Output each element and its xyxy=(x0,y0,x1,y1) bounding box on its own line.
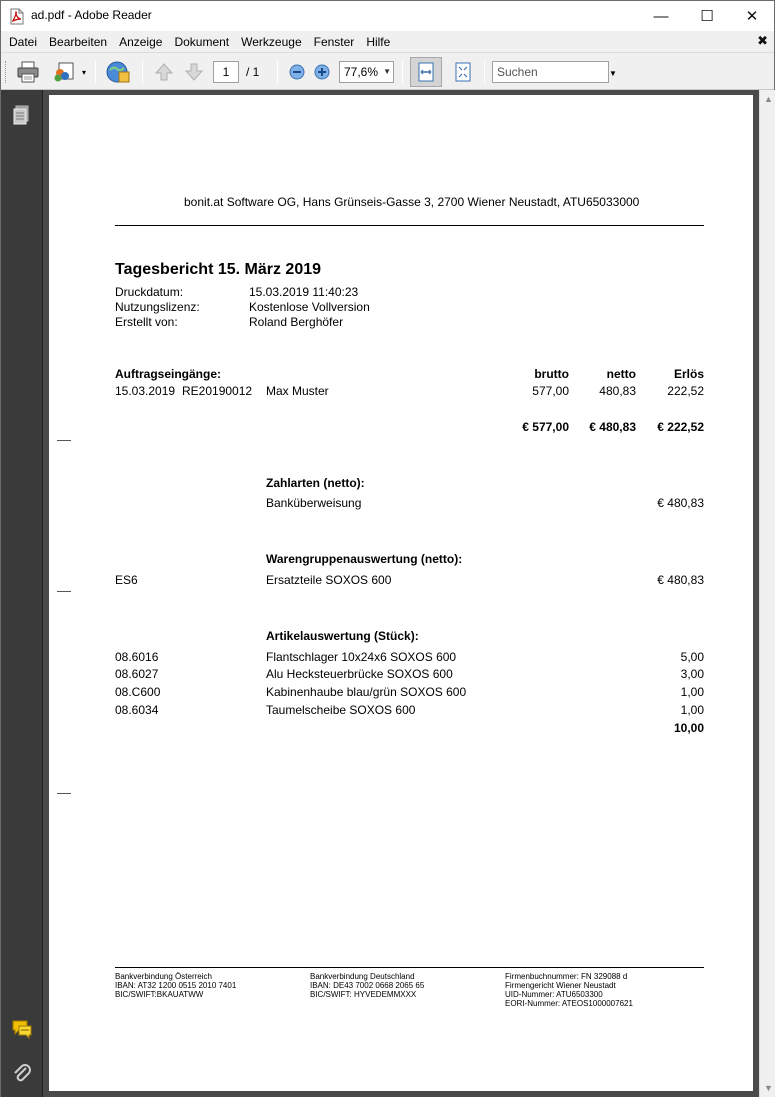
order-number: RE20190012 xyxy=(182,384,253,398)
share-dropdown[interactable]: ▾ xyxy=(81,67,86,77)
footer-line: BIC/SWIFT:BKAUATWW xyxy=(115,990,204,999)
col-netto: netto xyxy=(606,367,636,381)
collaborate-button[interactable] xyxy=(102,59,134,85)
navigation-pane xyxy=(1,90,43,1097)
order-netto: 480,83 xyxy=(599,384,636,398)
search-input[interactable]: Suchen xyxy=(492,61,609,83)
article-code: 08.C600 xyxy=(115,685,161,699)
scroll-up-icon[interactable]: ▲ xyxy=(764,94,773,104)
total-netto: € 480,83 xyxy=(589,420,636,434)
article-qty: 1,00 xyxy=(680,703,704,717)
footer-bank-at xyxy=(115,972,236,999)
email-icon xyxy=(52,61,76,83)
close-document-button[interactable]: ✖ xyxy=(757,33,768,48)
footer-line: BIC/SWIFT: HYVEDEMMXXX xyxy=(310,990,417,999)
meta-label: Nutzungslizenz: xyxy=(115,300,200,314)
report-title: Tagesbericht 15. März 2019 xyxy=(115,261,322,278)
order-date: 15.03.2019 xyxy=(115,384,176,398)
payments-heading: Zahlarten (netto): xyxy=(266,476,365,490)
toolbar-grip[interactable] xyxy=(5,61,8,83)
footer-bank-de xyxy=(310,972,424,999)
page-total: / 1 xyxy=(246,65,260,79)
print-button[interactable] xyxy=(13,59,43,85)
footer-line: UID-Nummer: ATU6503300 xyxy=(505,990,603,999)
footer-line: Bankverbindung Deutschland xyxy=(310,972,415,981)
zoom-out-button[interactable] xyxy=(285,59,309,85)
zoom-value: 77,6% xyxy=(344,65,379,79)
comments-icon[interactable] xyxy=(11,1018,33,1040)
group-label: Ersatzteile SOXOS 600 xyxy=(266,573,392,587)
total-erloes: € 222,52 xyxy=(657,420,704,434)
menu-datei[interactable]: Datei xyxy=(9,34,38,49)
print-icon xyxy=(16,61,40,83)
order-customer: Max Muster xyxy=(266,384,329,398)
menu-fenster[interactable]: Fenster xyxy=(313,34,355,49)
footer-line: IBAN: DE43 7002 0668 2065 65 xyxy=(310,981,425,990)
footer-rule xyxy=(115,967,704,968)
article-qty: 5,00 xyxy=(680,650,704,664)
share-button[interactable] xyxy=(49,59,79,85)
page-number-input[interactable]: 1 xyxy=(213,61,239,83)
window-title: ad.pdf - Adobe Reader xyxy=(31,8,152,22)
scroll-down-icon[interactable]: ▼ xyxy=(764,1083,773,1093)
search-options-icon[interactable]: ▼ xyxy=(609,69,617,78)
company-header: bonit.at Software OG, Hans Grünseis-Gasse 3, 2700 Wiener Neustadt, ATU65033000 xyxy=(184,195,640,209)
meta-value: 15.03.2019 11:40:23 xyxy=(249,285,359,299)
article-code: 08.6034 xyxy=(115,703,159,717)
article-code: 08.6016 xyxy=(115,650,159,664)
meta-value: Kostenlose Vollversion xyxy=(249,300,370,314)
footer-line: Firmengericht Wiener Neustadt xyxy=(505,981,616,990)
pdf-page xyxy=(49,95,753,1091)
next-page-button[interactable] xyxy=(181,59,207,85)
order-erloes: 222,52 xyxy=(667,384,704,398)
menu-dokument[interactable]: Dokument xyxy=(174,34,230,49)
pages-icon[interactable] xyxy=(11,104,33,126)
article-label: Flantschlager 10x24x6 SOXOS 600 xyxy=(266,650,457,664)
payment-amount: € 480,83 xyxy=(657,496,704,510)
fit-page-button[interactable] xyxy=(449,59,477,85)
meta-label: Erstellt von: xyxy=(115,315,178,329)
zoom-select[interactable] xyxy=(339,61,394,83)
title-bar xyxy=(1,1,774,31)
fit-width-button[interactable] xyxy=(412,59,440,85)
fold-mark xyxy=(57,793,71,794)
maximize-icon: ☐ xyxy=(700,8,714,25)
vertical-scrollbar[interactable] xyxy=(759,90,775,1097)
col-brutto: brutto xyxy=(534,367,569,381)
article-qty: 3,00 xyxy=(680,667,704,681)
article-label: Taumelscheibe SOXOS 600 xyxy=(266,703,416,717)
order-brutto: 577,00 xyxy=(532,384,569,398)
group-amount: € 480,83 xyxy=(657,573,704,587)
next-page-icon xyxy=(184,62,204,82)
articles-heading: Artikelauswertung (Stück): xyxy=(266,629,419,643)
meta-label: Druckdatum: xyxy=(115,285,184,299)
menu-bearbeiten[interactable]: Bearbeiten xyxy=(49,34,108,49)
article-label: Alu Hecksteuerbrücke SOXOS 600 xyxy=(266,667,453,681)
prev-page-icon xyxy=(154,62,174,82)
toolbar xyxy=(1,52,774,90)
articles-total: 10,00 xyxy=(673,721,704,735)
footer-line: Bankverbindung Österreich xyxy=(115,972,212,981)
fold-mark xyxy=(57,591,71,592)
header-rule xyxy=(115,225,704,226)
maximize-button[interactable] xyxy=(684,1,730,31)
article-label: Kabinenhaube blau/grün SOXOS 600 xyxy=(266,685,467,699)
zoom-out-icon xyxy=(289,64,305,80)
total-brutto: € 577,00 xyxy=(522,420,569,434)
col-erloes: Erlös xyxy=(673,367,704,381)
minimize-icon: — xyxy=(653,7,669,25)
menu-bar xyxy=(1,31,774,52)
punch-mark xyxy=(57,440,71,441)
footer-line: EORI-Nummer: ATEOS1000007621 xyxy=(505,999,633,1008)
minimize-button[interactable] xyxy=(638,1,684,31)
menu-werkzeuge[interactable]: Werkzeuge xyxy=(241,34,302,49)
prev-page-button[interactable] xyxy=(151,59,177,85)
group-code: ES6 xyxy=(115,573,138,587)
meta-value: Roland Berghöfer xyxy=(249,315,344,329)
collaborate-icon xyxy=(105,60,131,84)
footer-line: Firmenbuchnummer: FN 329088 d xyxy=(505,972,628,981)
close-icon: ✕ xyxy=(745,8,759,25)
pdf-file-icon xyxy=(10,8,24,25)
menu-hilfe[interactable]: Hilfe xyxy=(366,34,391,49)
menu-anzeige[interactable]: Anzeige xyxy=(119,34,163,49)
article-qty: 1,00 xyxy=(680,685,704,699)
groups-heading: Warengruppenauswertung (netto): xyxy=(266,552,463,566)
orders-heading: Auftragseingänge: xyxy=(115,367,222,381)
footer-company xyxy=(505,972,633,1008)
chevron-down-icon: ▼ xyxy=(383,67,391,76)
attachments-icon[interactable] xyxy=(11,1062,33,1084)
payment-label: Banküberweisung xyxy=(266,496,362,510)
zoom-in-button[interactable] xyxy=(310,59,334,85)
footer-line: IBAN: AT32 1200 0515 2010 7401 xyxy=(115,981,237,990)
article-code: 08.6027 xyxy=(115,667,159,681)
zoom-in-icon xyxy=(314,64,330,80)
fit-page-icon xyxy=(454,62,472,82)
close-window-button[interactable] xyxy=(729,1,775,31)
fit-width-icon xyxy=(417,62,435,82)
